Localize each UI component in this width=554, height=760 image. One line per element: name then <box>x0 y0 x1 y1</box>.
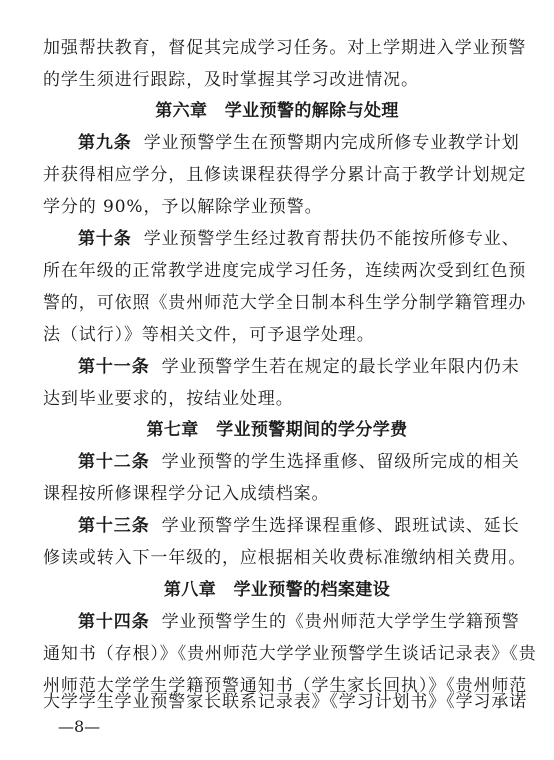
article-text: 学业预警学生选择课程重修、跟班试读、延长 <box>161 516 520 536</box>
article-label: 第九条 <box>78 133 132 153</box>
article-14-line <box>78 612 520 632</box>
article-label: 第十条 <box>78 229 132 249</box>
article-10-line <box>78 229 520 249</box>
page-number: —8— <box>58 717 101 736</box>
article-9-line <box>78 133 520 153</box>
paragraph-line: 警的，可依照《贵州师范大学全日制本科生学分制学籍管理办 <box>43 293 527 313</box>
article-label: 第十三条 <box>78 516 150 536</box>
chapter-heading: 第八章 学业预警的档案建设 <box>163 580 391 600</box>
article-label: 第十二条 <box>78 452 150 472</box>
paragraph-line: 学分的 90%，予以解除学业预警。 <box>43 197 323 217</box>
article-text: 学业预警学生经过教育帮扶仍不能按所修专业、 <box>143 229 520 249</box>
article-text: 学业预警学生若在规定的最长学业年限内仍未 <box>161 357 520 377</box>
paragraph-line: 并获得相应学分，且修读课程获得学分累计高于教学计划规定 <box>43 165 527 185</box>
chapter-heading: 第七章 学业预警期间的学分学费 <box>146 420 408 440</box>
paragraph-line: 加强帮扶教育，督促其完成学习任务。对上学期进入学业预警 <box>43 38 527 58</box>
paragraph-line: 大学学生学业预警家长联系记录表》《学习计划书》《学习承诺 <box>43 692 528 712</box>
article-label: 第十一条 <box>78 357 150 377</box>
article-13-line <box>78 516 520 536</box>
paragraph-line: 达到毕业要求的，按结业处理。 <box>43 389 294 409</box>
article-text: 学业预警学生的《贵州师范大学学生学籍预警 <box>161 612 520 632</box>
paragraph-line: 法（试行）》等相关文件，可予退学处理。 <box>43 325 375 345</box>
article-text: 学业预警的学生选择重修、留级所完成的相关 <box>161 452 520 472</box>
article-12-line <box>78 452 520 472</box>
paragraph-line: 州师范大学学生学籍预警通知书（学生家长回执）》《贵州师范 <box>43 676 528 696</box>
paragraph-line: 通知书（存根）》《贵州师范大学学业预警学生谈话记录表》《贵 <box>43 644 537 664</box>
paragraph-line: 修读或转入下一年级的，应根据相关收费标准缴纳相关费用。 <box>43 548 527 568</box>
paragraph-line: 的学生须进行跟踪，及时掌握其学习改进情况。 <box>43 70 419 90</box>
paragraph-line: 课程按所修课程学分记入成绩档案。 <box>43 484 330 504</box>
chapter-heading: 第六章 学业预警的解除与处理 <box>155 101 399 121</box>
article-label: 第十四条 <box>78 612 150 632</box>
article-11-line <box>78 357 520 377</box>
paragraph-line: 所在年级的正常教学进度完成学习任务，连续两次受到红色预 <box>43 261 527 281</box>
article-text: 学业预警学生在预警期内完成所修专业教学计划 <box>143 133 520 153</box>
